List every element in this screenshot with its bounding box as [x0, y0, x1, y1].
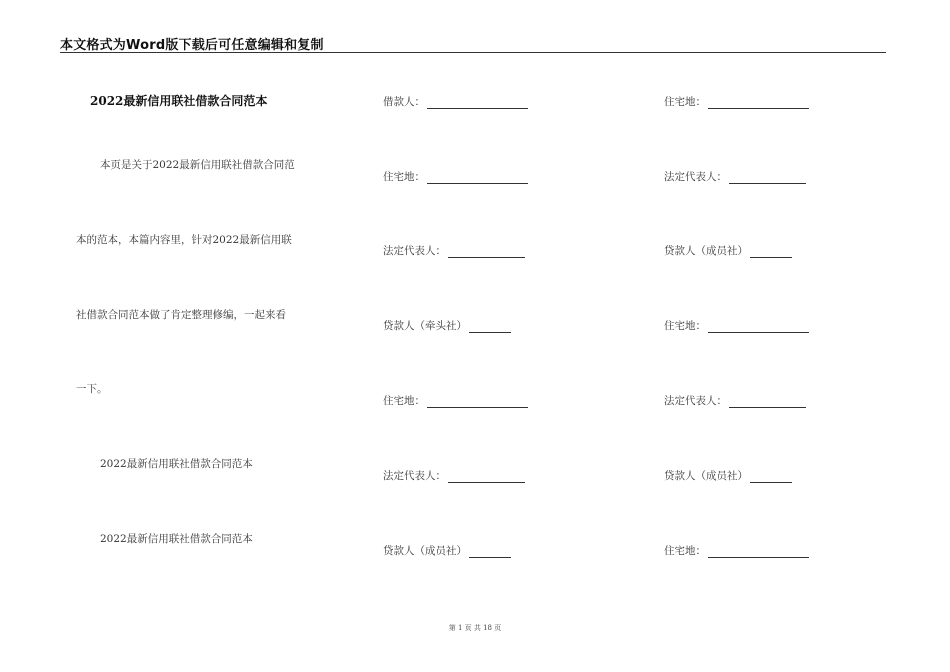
field-lead-representative: [383, 468, 525, 483]
blank-line: [708, 547, 809, 558]
blank-line: [427, 173, 528, 184]
intro-line-1: 本页是关于2022最新信用联社借款合同范: [100, 159, 295, 171]
blank-line: [729, 173, 806, 184]
field-label: 住宅地：: [383, 171, 425, 183]
blank-line: [729, 397, 806, 408]
document-title: 2022最新信用联社借款合同范本: [90, 94, 268, 108]
field-lender-member-3: [664, 468, 792, 483]
field-label: 贷款人（牵头社）: [383, 320, 467, 332]
field-label: 贷款人（成员社）: [383, 545, 467, 557]
intro-line-3: 社借款合同范本做了肯定整理修编，一起来看: [76, 309, 286, 321]
page-footer: 第 1 页 共 18 页: [448, 624, 502, 632]
field-member-address-2: [664, 318, 809, 333]
blank-line: [469, 547, 511, 558]
field-borrower-address: [383, 169, 528, 184]
blank-line: [708, 98, 809, 109]
blank-line: [427, 98, 528, 109]
blank-line: [448, 247, 525, 258]
field-lead-address: [383, 393, 528, 408]
field-label: 住宅地：: [664, 96, 706, 108]
page-header: [60, 34, 886, 53]
subtitle-2: 2022最新信用联社借款合同范本: [100, 533, 253, 545]
field-member-address: [664, 94, 809, 109]
field-label: 住宅地：: [664, 320, 706, 332]
blank-line: [708, 322, 809, 333]
field-label: 法定代表人：: [383, 470, 446, 482]
blank-line: [750, 247, 792, 258]
field-borrower-representative: [383, 243, 525, 258]
blank-line: [469, 322, 511, 333]
intro-line-2: 本的范本，本篇内容里，针对2022最新信用联: [76, 234, 292, 246]
header-text: 本文格式为Word版下载后可任意编辑和复制: [60, 38, 324, 53]
field-label: 贷款人（成员社）: [664, 470, 748, 482]
field-label: 法定代表人：: [664, 395, 727, 407]
field-label: 法定代表人：: [664, 171, 727, 183]
field-label: 借款人：: [383, 96, 425, 108]
intro-line-4: 一下。: [76, 383, 108, 395]
field-label: 法定代表人：: [383, 245, 446, 257]
field-borrower: [383, 94, 528, 109]
subtitle-1: 2022最新信用联社借款合同范本: [100, 458, 253, 470]
field-lender-member: [383, 543, 511, 558]
blank-line: [448, 472, 525, 483]
field-label: 住宅地：: [383, 395, 425, 407]
blank-line: [427, 397, 528, 408]
field-member-representative: [664, 169, 806, 184]
field-label: 贷款人（成员社）: [664, 245, 748, 257]
field-member-address-3: [664, 543, 809, 558]
field-lender-member-2: [664, 243, 792, 258]
field-label: 住宅地：: [664, 545, 706, 557]
blank-line: [750, 472, 792, 483]
field-member-representative-2: [664, 393, 806, 408]
field-lender-lead: [383, 318, 511, 333]
